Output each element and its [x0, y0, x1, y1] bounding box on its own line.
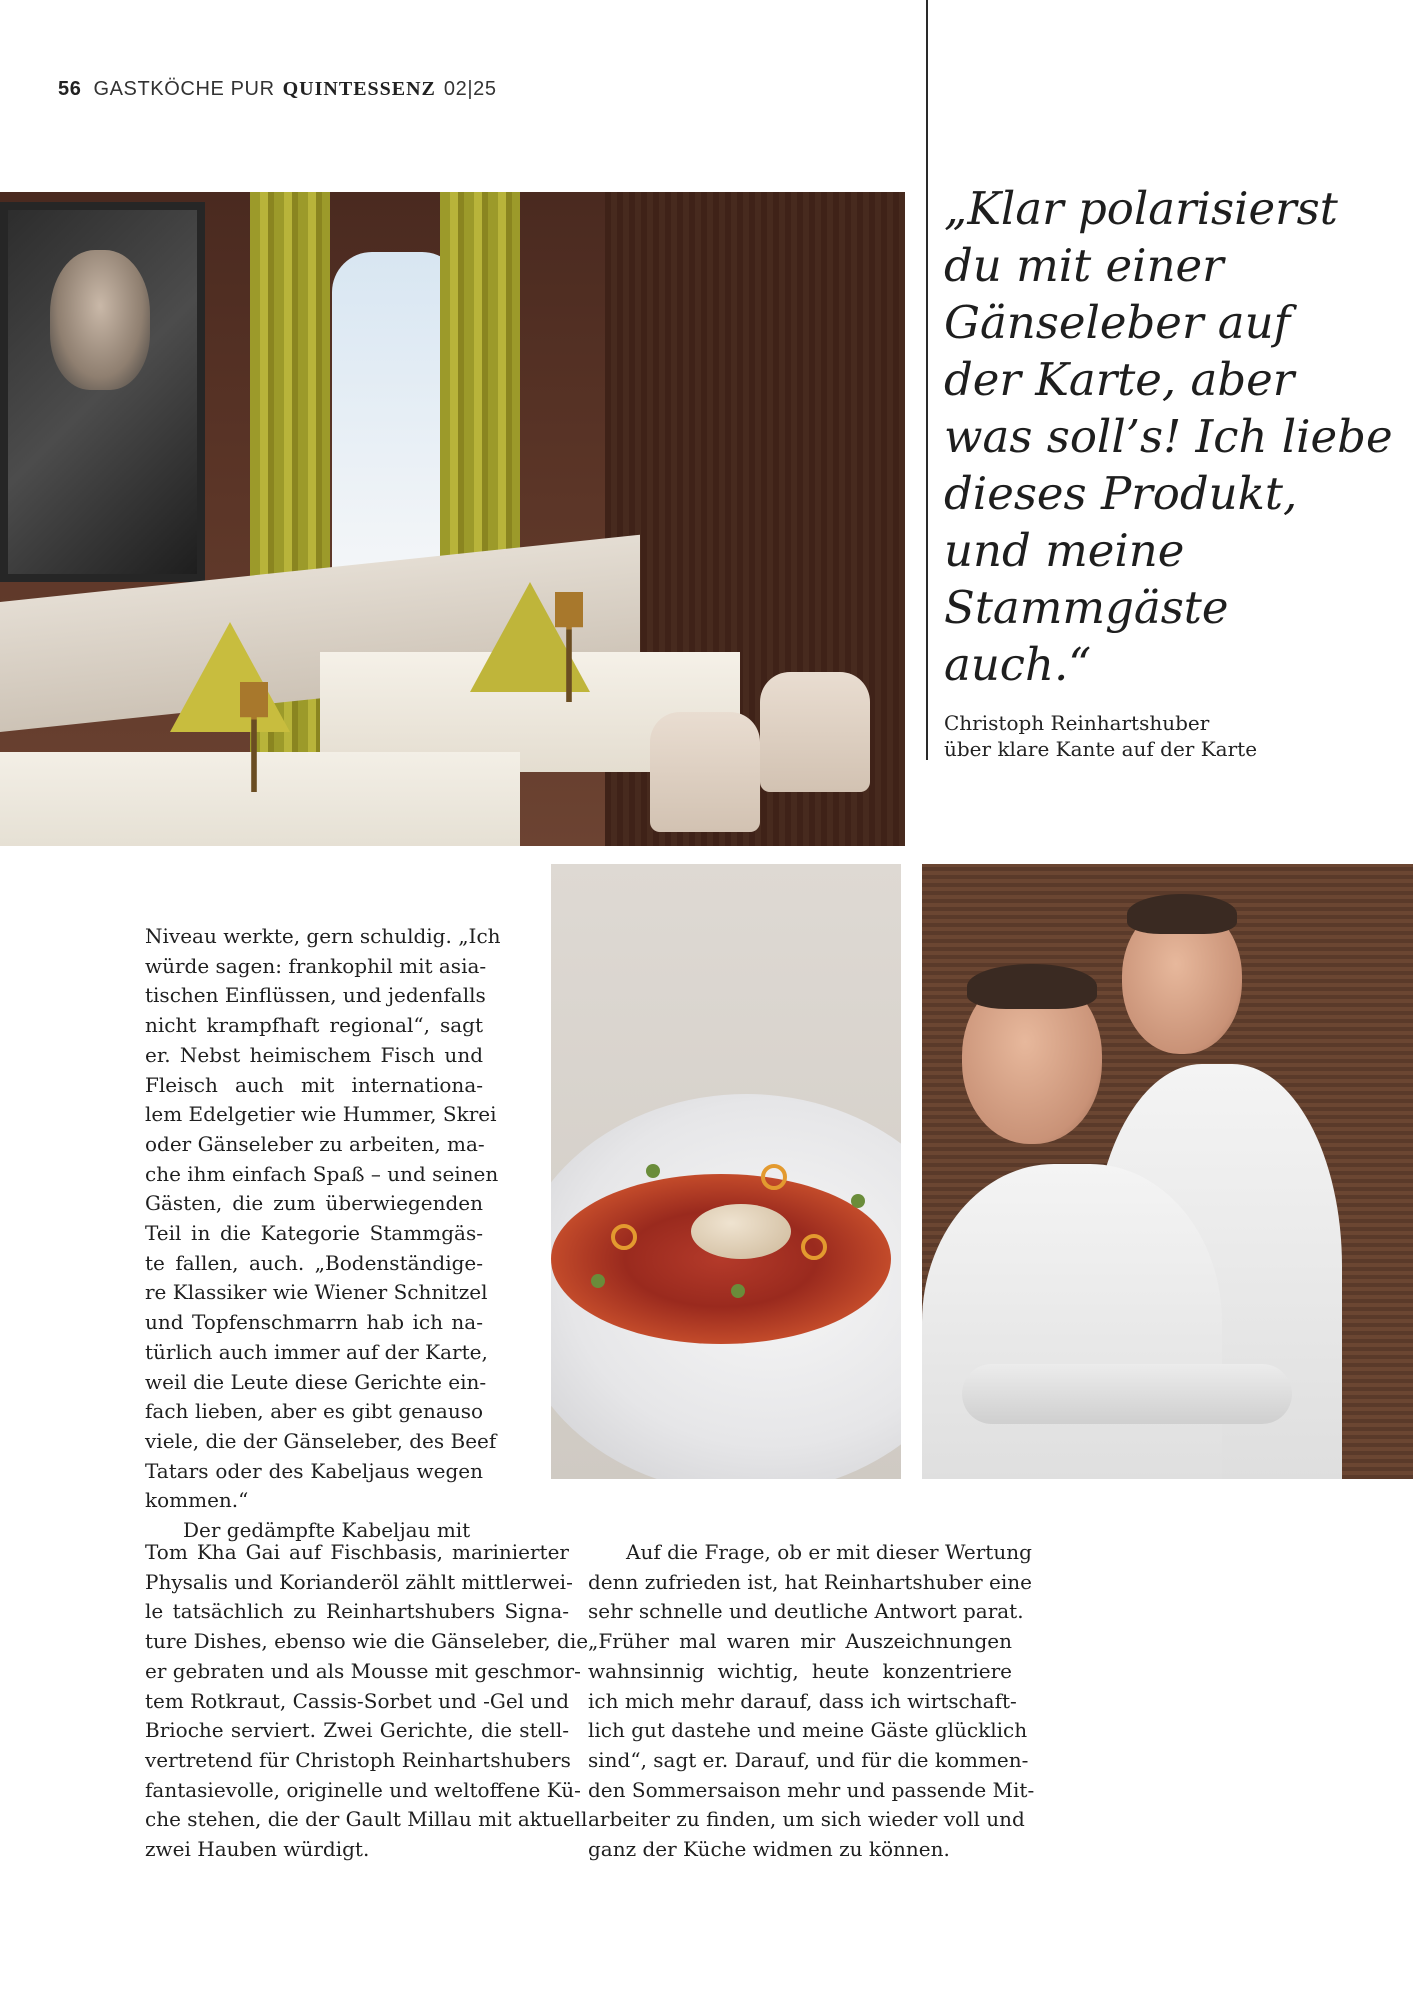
- text-line: Auf die Frage, ob er mit dieser Wertung: [626, 1540, 1032, 1564]
- text-line: Der gedämpfte Kabeljau mit: [183, 1518, 471, 1543]
- text-line: er. Nebst heimischem Fisch und: [145, 1042, 483, 1067]
- quote-attribution: [944, 710, 1257, 762]
- text-line: weil die Leute diese Gerichte ein-: [145, 1369, 487, 1394]
- quote-line: dieses Produkt,: [944, 467, 1298, 520]
- text-line: Fleisch auch mit internationa-: [145, 1072, 483, 1097]
- text-line: fantasievolle, originelle und weltoffene Kü-: [145, 1777, 581, 1802]
- quote-line: Stammgäste: [944, 581, 1229, 634]
- body-column-right: [588, 1538, 1035, 1865]
- text-line: Tatars oder des Kabeljaus wegen: [145, 1458, 483, 1483]
- quote-line: du mit einer: [944, 239, 1224, 292]
- plated-dish-photo: [551, 864, 901, 1479]
- text-line: Gästen, die zum überwiegenden: [145, 1191, 483, 1216]
- quote-line: auch.“: [944, 638, 1092, 691]
- text-line: Physalis und Korianderöl zählt mittlerwei-: [145, 1569, 573, 1594]
- text-line: vertretend für Christoph Reinhartshubers: [145, 1747, 571, 1772]
- text-line: sehr schnelle und deutliche Antwort parat.: [588, 1599, 1024, 1624]
- running-header: [58, 78, 497, 101]
- text-line: Tom Kha Gai auf Fischbasis, marinierter: [145, 1540, 569, 1564]
- text-line: viele, die der Gänseleber, des Beef: [145, 1428, 497, 1453]
- issue-number: 02|25: [443, 78, 497, 100]
- text-line: „Früher mal waren mir Auszeichnungen: [588, 1629, 1012, 1654]
- text-line: lich gut dastehe und meine Gäste glücklich: [588, 1718, 1028, 1743]
- text-line: türlich auch immer auf der Karte,: [145, 1339, 488, 1364]
- two-chefs-photo: [922, 864, 1413, 1479]
- text-line: re Klassiker wie Wiener Schnitzel: [145, 1280, 488, 1305]
- text-line: tem Rotkraut, Cassis-Sorbet und -Gel und: [145, 1688, 569, 1713]
- quote-line: der Karte, aber: [944, 353, 1295, 406]
- text-line: te fallen, auch. „Bodenständige-: [145, 1250, 483, 1275]
- text-line: nicht krampfhaft regional“, sagt: [145, 1013, 483, 1038]
- magazine-name: QUINTESSENZ: [282, 78, 436, 100]
- text-line: ganz der Küche widmen zu können.: [588, 1837, 950, 1862]
- column-divider: [926, 0, 928, 760]
- wall-portrait-artwork: [0, 202, 205, 582]
- text-line: che stehen, die der Gault Millau mit aktuell: [145, 1807, 588, 1832]
- text-line: zwei Hauben würdigt.: [145, 1837, 370, 1862]
- section-title: GASTKÖCHE PUR: [93, 78, 275, 100]
- text-line: le tatsächlich zu Reinhartshubers Signa-: [145, 1599, 569, 1624]
- attribution-context: über klare Kante auf der Karte: [944, 737, 1258, 761]
- quote-line: „Klar polarisierst: [944, 182, 1338, 235]
- text-line: wahnsinnig wichtig, heute konzentriere: [588, 1658, 1012, 1683]
- text-line: kommen.“: [145, 1488, 249, 1513]
- text-line: denn zufrieden ist, hat Reinhartshuber eine: [588, 1569, 1032, 1594]
- text-line: den Sommersaison mehr und passende Mit-: [588, 1777, 1035, 1802]
- text-line: er gebraten und als Mousse mit geschmor-: [145, 1658, 581, 1683]
- text-line: oder Gänseleber zu arbeiten, ma-: [145, 1131, 485, 1156]
- pull-quote: [944, 180, 1393, 693]
- body-column-left-upper: [145, 922, 501, 1546]
- quote-line: was soll’s! Ich liebe: [944, 410, 1393, 463]
- text-line: würde sagen: frankophil mit asia-: [145, 953, 487, 978]
- text-line: arbeiter zu finden, um sich wieder voll und: [588, 1807, 1025, 1832]
- text-line: ich mich mehr darauf, dass ich wirtschaft-: [588, 1688, 1017, 1713]
- text-line: fach lieben, aber es gibt genauso: [145, 1399, 483, 1424]
- quote-line: und meine: [944, 524, 1185, 577]
- text-line: Niveau werkte, gern schuldig. „Ich: [145, 924, 501, 948]
- attribution-name: Christoph Reinhartshuber: [944, 711, 1210, 735]
- text-line: che ihm einfach Spaß – und seinen: [145, 1161, 499, 1186]
- restaurant-interior-photo: [0, 192, 905, 846]
- body-column-left-lower: [145, 1538, 589, 1865]
- text-line: Brioche serviert. Zwei Gerichte, die stell-: [145, 1718, 569, 1743]
- text-line: sind“, sagt er. Darauf, und für die kommen-: [588, 1747, 1029, 1772]
- text-line: tischen Einflüssen, und jedenfalls: [145, 983, 486, 1008]
- text-line: und Topfenschmarrn hab ich na-: [145, 1310, 483, 1335]
- quote-line: Gänseleber auf: [944, 296, 1291, 349]
- text-line: lem Edelgetier wie Hummer, Skrei: [145, 1102, 497, 1127]
- text-line: Teil in die Kategorie Stammgäs-: [145, 1221, 483, 1246]
- text-line: ture Dishes, ebenso wie die Gänseleber, die: [145, 1629, 589, 1654]
- page-number: 56: [58, 78, 82, 100]
